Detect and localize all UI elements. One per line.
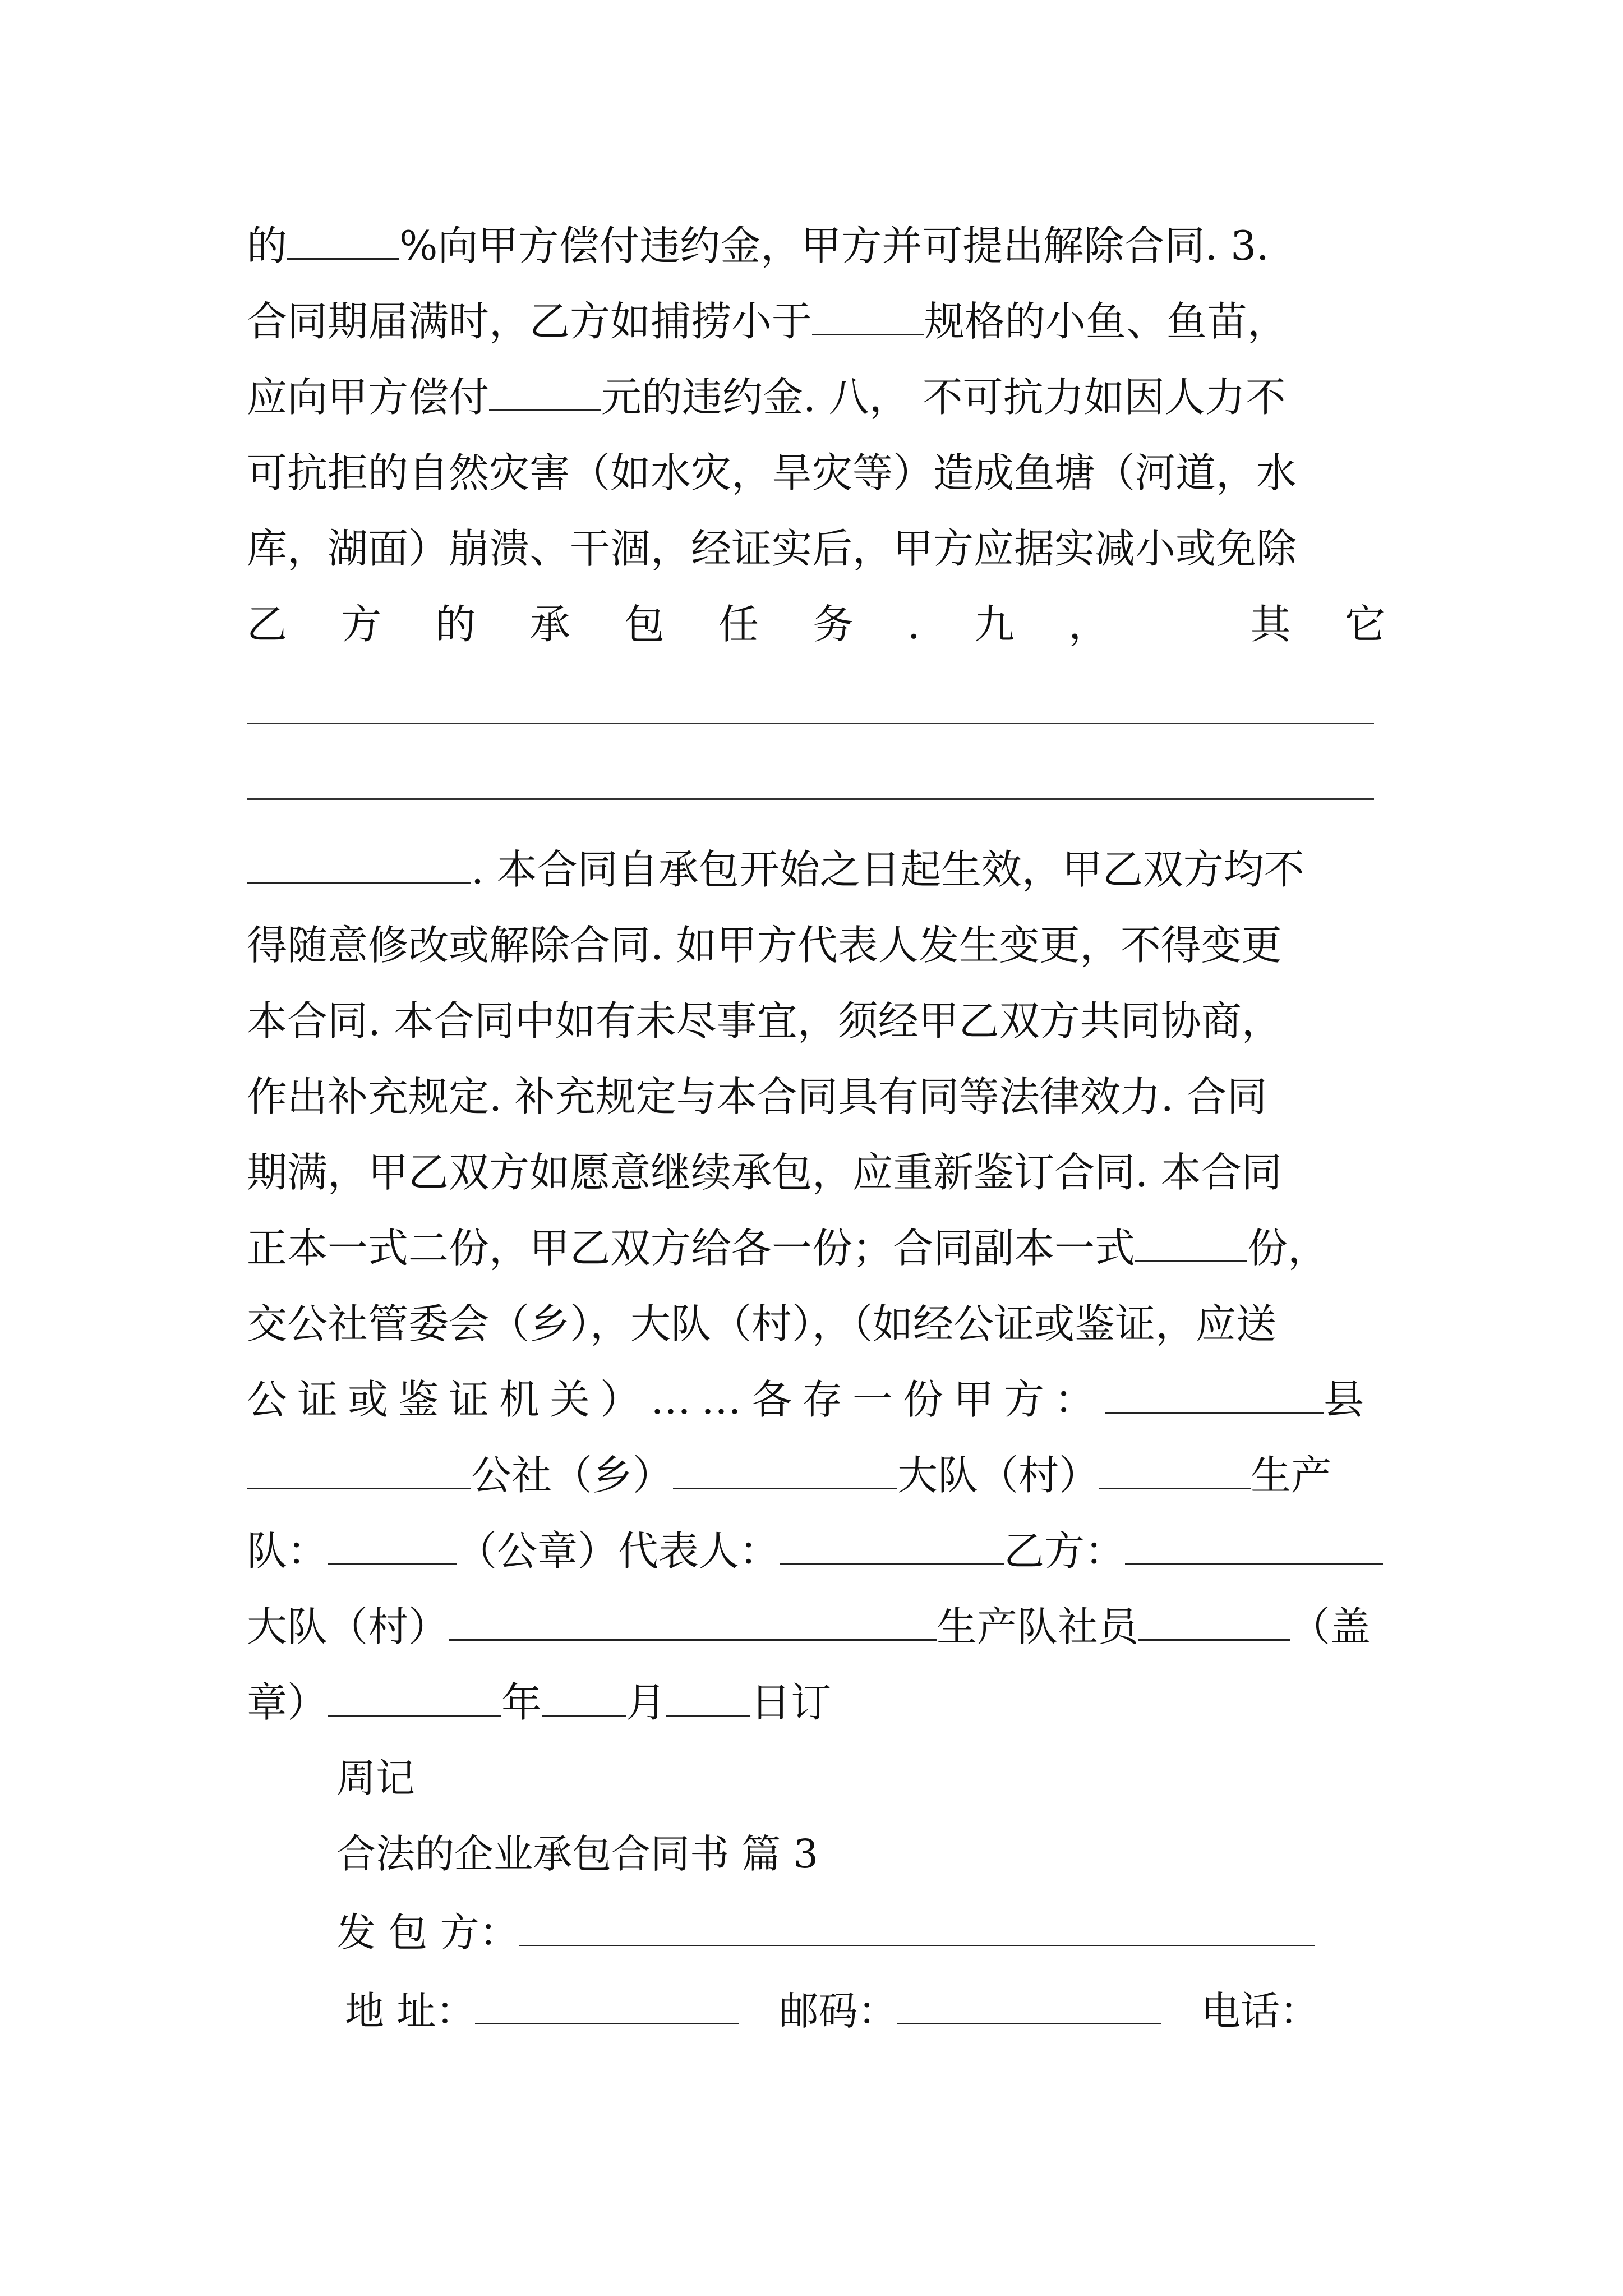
blank-field (1135, 1223, 1247, 1262)
paragraph-line-13: 交公社管委会（乡），大队（村），（如经公证或鉴证，应送 (247, 1300, 1277, 1347)
blank-field (475, 1986, 739, 2024)
blank-field (1138, 1602, 1290, 1641)
paragraph-line-4: 可抗拒的自然灾害（如水灾，旱灾等）造成鱼塘（河道，水 (247, 449, 1297, 496)
blank-field (1105, 1375, 1324, 1414)
blank-rule (247, 798, 1374, 800)
blank-field (328, 1678, 501, 1717)
paragraph-line-6: 乙 方 的 承 包 任 务 . 九 ， 其 它 (247, 601, 1385, 648)
blank-field (489, 372, 601, 411)
blank-field (812, 297, 924, 335)
blank-field (666, 1678, 750, 1717)
address-line: 地 址： 邮码： 电话： (345, 1983, 1483, 2039)
paragraph-line-11: 期满，甲乙双方如愿意继续承包，应重新鉴订合同. 本合同 (247, 1149, 1282, 1196)
paragraph-line-3: 应向甲方偿付 元的违约金. 八， 不可抗力如因人力不 (247, 374, 1286, 421)
paragraph-line-8: 得随意修改或解除合同. 如甲方代表人发生变更，不得变更 (247, 922, 1282, 969)
blank-field (287, 221, 399, 260)
blank-field (1099, 1451, 1251, 1489)
paragraph-line-2: 合同期届满时，乙方如捕捞小于 规格的小鱼、鱼苗， (247, 298, 1288, 345)
paragraph-line-10: 作出补充规定. 补充规定与本合同具有同等法律效力. 合同 (247, 1073, 1267, 1120)
paragraph-line-12: 正本一式二份，甲乙双方给各一份；合同副本一式 份， (247, 1225, 1329, 1272)
blank-rule (247, 723, 1374, 724)
paragraph-line-5: 库，湖面）崩溃、干涸，经证实后，甲方应据实减小或免除 (247, 525, 1297, 572)
paragraph-line-15: 公社（乡） 大队（村） 生产 (247, 1447, 1385, 1503)
blank-field (1125, 1526, 1383, 1565)
paragraph-line-17: 大队（村） 生产队社员 （盖 (247, 1603, 1371, 1650)
weekly-label: 周记 (336, 1755, 415, 1801)
paragraph-line-18: 章） 年 月 日订 (247, 1679, 832, 1726)
blank-field (449, 1602, 937, 1641)
blank-field (247, 1451, 471, 1489)
party-line: 发 包 方： (336, 1904, 1475, 1961)
section-title: 合法的企业承包合同书 篇 3 (336, 1831, 819, 1877)
paragraph-line-16: 队： （公章）代表人： 乙方： (247, 1523, 1385, 1579)
blank-field (780, 1526, 1004, 1565)
paragraph-line-1: 的 %向甲方偿付违约金，甲方并可提出解除合同. 3. (247, 222, 1269, 269)
blank-field (519, 1908, 1315, 1946)
paragraph-line-14: 公证或鉴证机关）……各存一份甲方： 县 (247, 1376, 1375, 1423)
paragraph-line-9: 本合同. 本合同中如有未尽事宜，须经甲乙双方共同协商， (247, 997, 1282, 1045)
blank-field (542, 1678, 626, 1717)
blank-field (247, 845, 471, 884)
blank-field (673, 1451, 897, 1489)
blank-field (328, 1526, 457, 1565)
paragraph-line-7: . 本合同自承包开始之日起生效，甲乙双方均不 (247, 841, 1385, 898)
blank-field (897, 1986, 1161, 2024)
